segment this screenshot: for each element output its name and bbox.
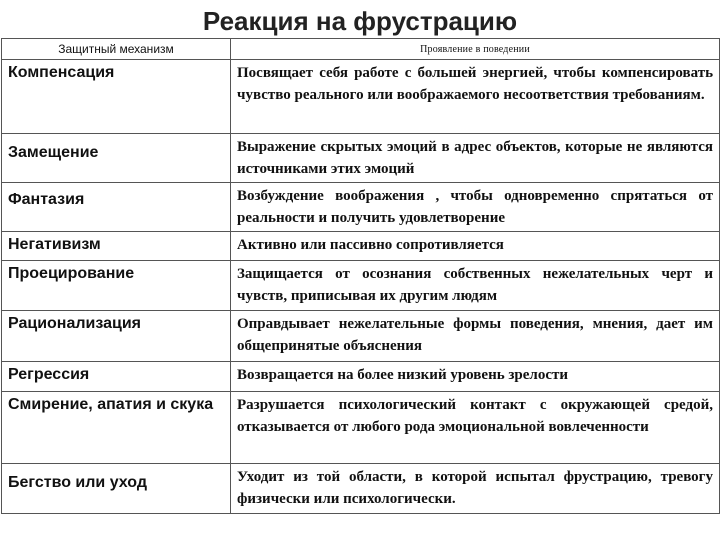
behavior-cell: Возбуждение воображения , чтобы одновременно спрятаться от реальности и получить удовлетворение — [231, 183, 720, 232]
mechanism-cell: Проецирование — [2, 261, 231, 311]
table-row — [2, 464, 720, 514]
table-header-row — [2, 39, 720, 60]
behavior-cell: Посвящает себя работе с большей энергией, чтобы компенсировать чувство реального или воображаемого несоответствия требованиям. — [231, 60, 720, 134]
behavior-cell: Оправдывает нежелательные формы поведения, мнения, дает им общепринятые объяснения — [231, 311, 720, 362]
header-mechanism: Защитный механизм — [2, 39, 231, 60]
frustration-table — [1, 38, 720, 514]
behavior-cell: Выражение скрытых эмоций в адрес объектов, которые не являются источниками этих эмоций — [231, 134, 720, 183]
table-row — [2, 134, 720, 183]
page-title: Реакция на фрустрацию — [202, 6, 518, 36]
mechanism-cell: Негативизм — [2, 232, 231, 261]
mechanism-cell: Рационализация — [2, 311, 231, 362]
table-row — [2, 392, 720, 464]
table-row — [2, 261, 720, 311]
mechanism-cell: Фантазия — [2, 183, 231, 232]
header-behavior: Проявление в поведении — [231, 39, 720, 60]
table-row — [2, 232, 720, 261]
table-row — [2, 311, 720, 362]
mechanism-cell: Регрессия — [2, 362, 231, 392]
table-row — [2, 183, 720, 232]
behavior-cell: Активно или пассивно сопротивляется — [231, 232, 720, 261]
behavior-cell: Уходит из той области, в которой испытал фрустрацию, тревогу физически или психологически. — [231, 464, 720, 514]
mechanism-cell: Компенсация — [2, 60, 231, 134]
behavior-cell: Разрушается психологический контакт с окружающей средой, отказывается от любого рода эмоциональной вовлеченности — [231, 392, 720, 464]
table-row — [2, 60, 720, 134]
mechanism-cell: Замещение — [2, 134, 231, 183]
mechanism-cell: Бегство или уход — [2, 464, 231, 514]
mechanism-cell: Смирение, апатия и скука — [2, 392, 231, 464]
behavior-cell: Защищается от осознания собственных нежелательных черт и чувств, приписывая их другим людям — [231, 261, 720, 311]
table-row — [2, 362, 720, 392]
behavior-cell: Возвращается на более низкий уровень зрелости — [231, 362, 720, 392]
